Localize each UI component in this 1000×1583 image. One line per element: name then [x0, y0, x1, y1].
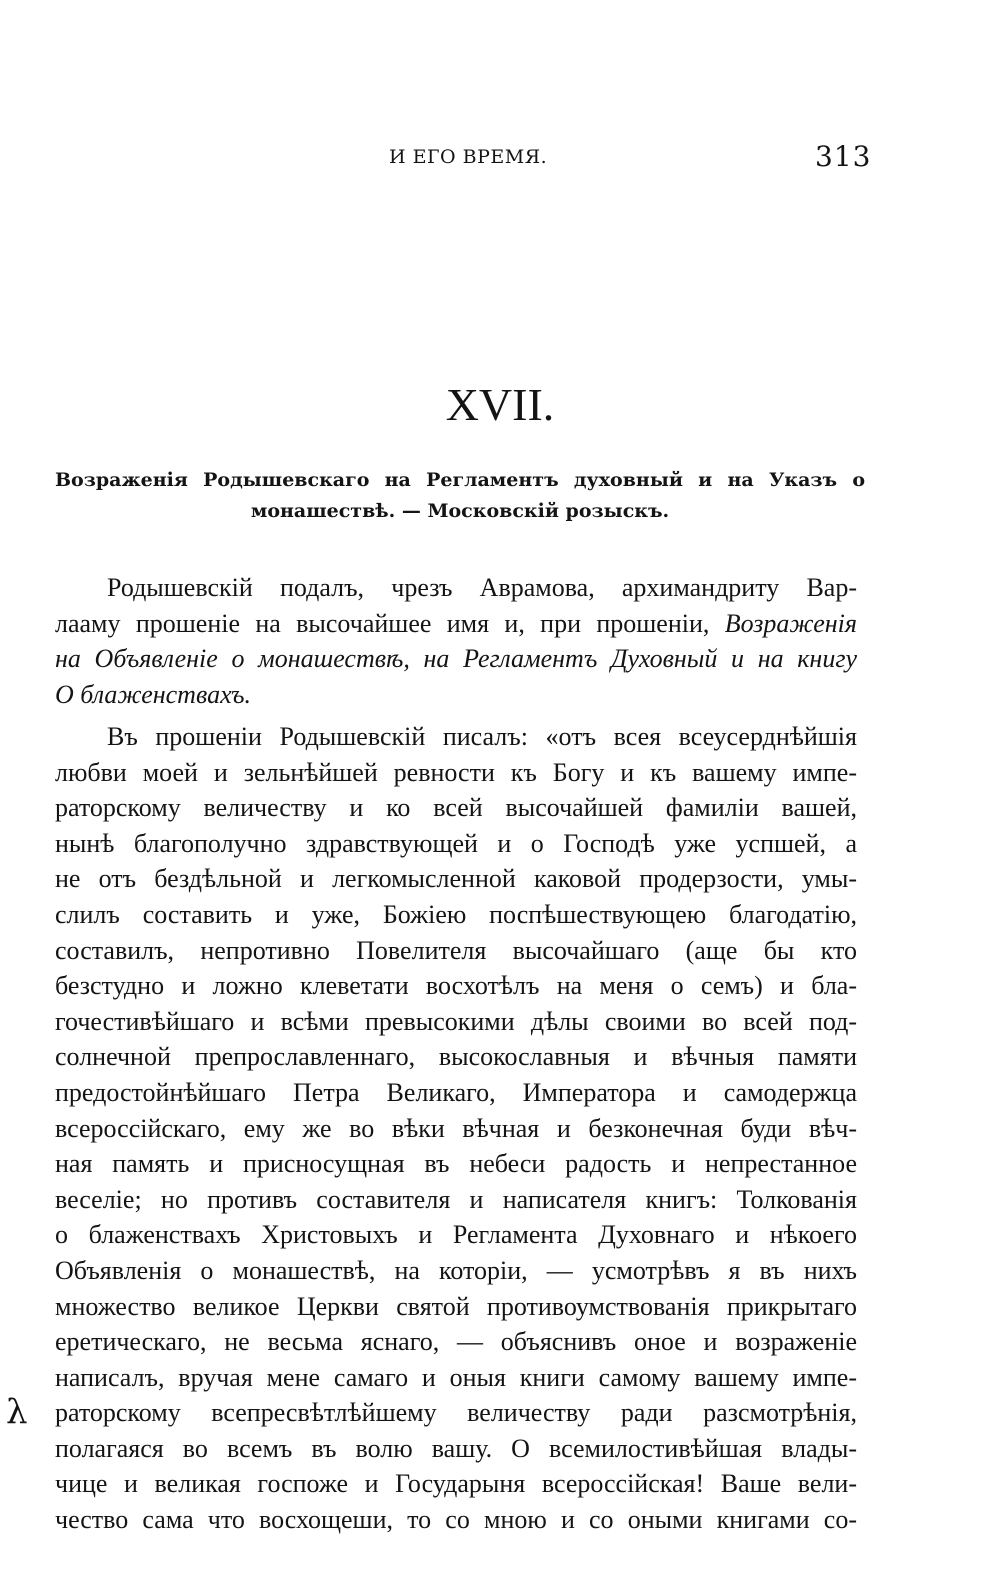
text-line: составилъ, непротивно Повелителя высочайшаго (аще бы кто — [55, 935, 857, 965]
text-line: веселіе; но противъ составителя и написателя книгъ: Толкованія — [55, 1184, 857, 1214]
chapter-summary-line: монашествѣ. — Московскій розыскъ. — [250, 500, 670, 522]
text-line: написалъ, вручая мене самаго и оныя книги самому вашему импе- — [55, 1362, 857, 1392]
paragraph-2 — [55, 719, 857, 1538]
chapter-summary-line: Возраженія Родышевскаго на Регламентъ духовный и на Указъ о — [55, 469, 865, 491]
margin-note: λ — [6, 1392, 28, 1432]
text-line: предостойнѣйшаго Петра Великаго, Императора и самодержца — [55, 1077, 857, 1107]
text-line: Родышевскій подалъ, чрезъ Аврамова, архимандриту Вар- — [107, 573, 857, 602]
text-line: раторскому величеству и ко всей высочайшей фамиліи вашей, — [55, 793, 857, 823]
text-line: полагаяся во всемъ въ волю вашу. О всемилостивѣйшая влады- — [55, 1433, 857, 1463]
text-line: Объявленія о монашествѣ, на которіи, — усмотрѣвъ я въ нихъ — [55, 1255, 857, 1285]
text-line: раторскому всепресвѣтлѣйшему величеству ради разсмотрѣнія, — [55, 1398, 857, 1428]
text-line: нынѣ благополучно здравствующей и о Господѣ уже успшей, а — [55, 828, 857, 858]
text-line: множество великое Церкви святой противоумствованія прикрытаго — [55, 1291, 857, 1321]
text-line: на Объявленіе о монашествѣ, на Регламентъ Духовный и на книгу — [55, 644, 857, 674]
paragraph-1 — [55, 570, 857, 712]
text-line: гочестивѣйшаго и всѣми превысокими дѣлы своими во всей под- — [55, 1006, 857, 1036]
text-line: ная память и присносущная въ небеси радость и непрестанное — [55, 1149, 857, 1179]
text-plain: лааму прошеніе на высочайшее имя и, при прошеніи, — [55, 608, 725, 638]
text-line: слилъ составить и уже, Божіею поспѣшествующею благодатію, — [55, 899, 857, 929]
text-line — [55, 606, 857, 642]
text-line: не отъ бездѣльной и легкомысленной каковой продерзости, умы- — [55, 864, 857, 894]
text-line: чице и великая госпоже и Государыня всероссійская! Ваше вели- — [55, 1469, 857, 1499]
page-number: 313 — [815, 140, 872, 173]
text-line: безстудно и ложно клеветати восхотѣлъ на меня о семъ) и бла- — [55, 971, 857, 1001]
text-line: всероссійскаго, ему же во вѣки вѣчная и безконечная буди вѣч- — [55, 1113, 857, 1143]
text-line: О блаженствахъ. — [55, 679, 251, 709]
text-line: чество сама что восхощеши, то со мною и со оными книгами со- — [55, 1505, 857, 1535]
text-line: любви моей и зельнѣйшей ревности къ Богу и къ вашему импе- — [55, 757, 857, 787]
text-italic: Возраженія — [724, 608, 857, 638]
text-line: солнечной препрославленнаго, высокославныя и вѣчныя памяти — [55, 1042, 857, 1072]
chapter-summary — [55, 465, 865, 527]
chapter-number: XVII. — [445, 379, 555, 430]
text-line: еретическаго, не весьма яснаго, — объяснивъ оное и возраженіе — [55, 1327, 857, 1357]
running-title: И ЕГО ВРЕМЯ. — [389, 146, 548, 168]
text-line: о блаженствахъ Христовыхъ и Регламента Духовнаго и нѣкоего — [55, 1220, 857, 1250]
text-line: Въ прошеніи Родышевскій писалъ: «отъ всея всеусерднѣйшія — [107, 722, 857, 751]
